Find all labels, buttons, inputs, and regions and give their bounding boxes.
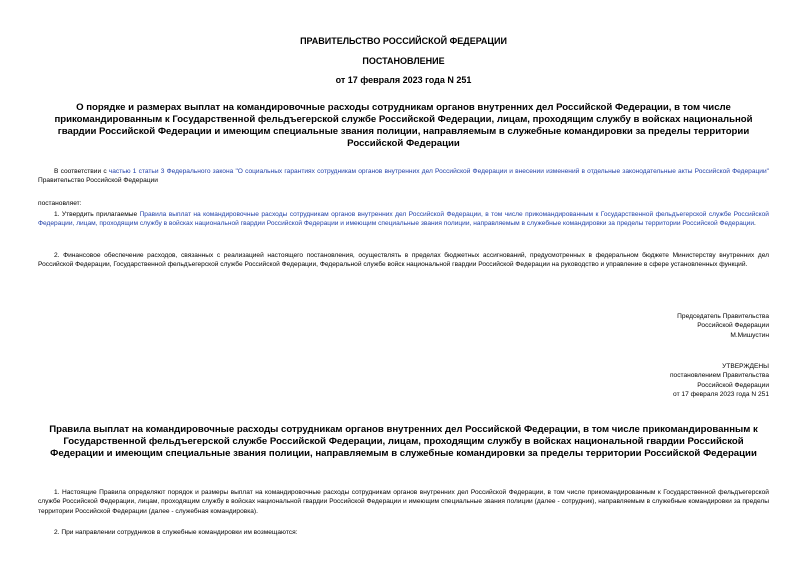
preamble-paragraph [38,167,769,186]
approved-organization: Российской Федерации [697,381,769,389]
signature-name: М.Мишустин [730,331,769,339]
preamble-suffix: Правительство Российской Федерации [38,177,158,185]
item-1-suffix: . [754,220,756,228]
signature-position: Председатель Правительства [677,313,769,320]
document-title: О порядке и размерах выплат на командировочные расходы сотрудникам органов внутренних дел Российской Федерации, в том числе прикомандированным к Государственной фельдъегерской службе Российской Федерации, лицам, проходящим службу в войсках национальной гвардии Российской Федерации и имеющим специальные звания полиции, направляемым в служебные командировки за пределы территории Российской Федерации [54,102,753,149]
signature-block [469,312,769,340]
item-1-prefix: 1. Утвердить прилагаемые [54,211,140,218]
rules-item-1: 1. Настоящие Правила определяют порядок и размеры выплат на командировочные расходы сотрудникам органов внутренних дел Российской Федерации, в том числе прикомандированным к Государственной фельдъегерской службе Российской Федерации, лицам, проходящим службу в войсках национальной гвардии Российской Федерации и имеющим специальные звания полиции (далее - сотрудник), направляемым в служебные командировки за пределы территории Российской Федерации (далее - служебная командировка). [38,489,769,515]
item-1-paragraph [38,210,769,229]
preamble-prefix: В соответствии с [54,168,109,175]
government-header: ПРАВИТЕЛЬСТВО РОССИЙСКОЙ ФЕДЕРАЦИИ [300,36,507,46]
approval-block [469,362,769,400]
item-2-paragraph: 2. Финансовое обеспечение расходов, связанных с реализацией настоящего постановления, осуществлять в пределах бюджетных ассигнований, предусмотренных в федеральном бюджете Министерству внутренних дел Российской Федерации, Государственной фельдъегерской службе Российской Федерации, Федеральной службе войск национальной гвардии Российской Федерации на руководство и управление в сфере установленных функций. [38,252,769,269]
approved-label: УТВЕРЖДЕНЫ [722,363,769,370]
document-type: ПОСТАНОВЛЕНИЕ [362,56,445,66]
rules-item-2: 2. При направлении сотрудников в служебные командировки им возмещаются: [54,529,298,536]
approved-by: постановлением Правительства [669,372,769,380]
rules-title: Правила выплат на командировочные расходы сотрудникам органов внутренних дел Российской Федерации, в том числе прикомандированным к Государственной фельдъегерской службе Российской Федерации, лицам, проходящим службу в войсках национальной гвардии Российской Федерации и имеющим специальные звания полиции, направляемым в служебные командировки за пределы территории Российской Федерации [49,424,758,459]
signature-organization: Российской Федерации [697,322,769,330]
approved-date: от 17 февраля 2023 года N 251 [673,391,769,399]
federal-law-link[interactable]: частью 1 статьи 3 Федерального закона "О социальных гарантиях сотрудникам органов внутренних дел Российской Федерации и внесении изменений в отдельные законодательные акты Российской Федерации" [108,168,769,175]
rules-link[interactable]: Правила выплат на командировочные расходы сотрудникам органов внутренних дел Российской Федерации, в том числе прикомандированным к Государственной фельдъегерской службе Российской Федерации, лицам, проходящим службу в войсках национальной гвардии Российской Федерации и имеющим специальные звания полиции, направляемым в служебные командировки за пределы территории Российской Федерации [38,211,769,228]
document-date: от 17 февраля 2023 года N 251 [335,75,472,85]
decides-label: постановляет: [38,200,82,207]
